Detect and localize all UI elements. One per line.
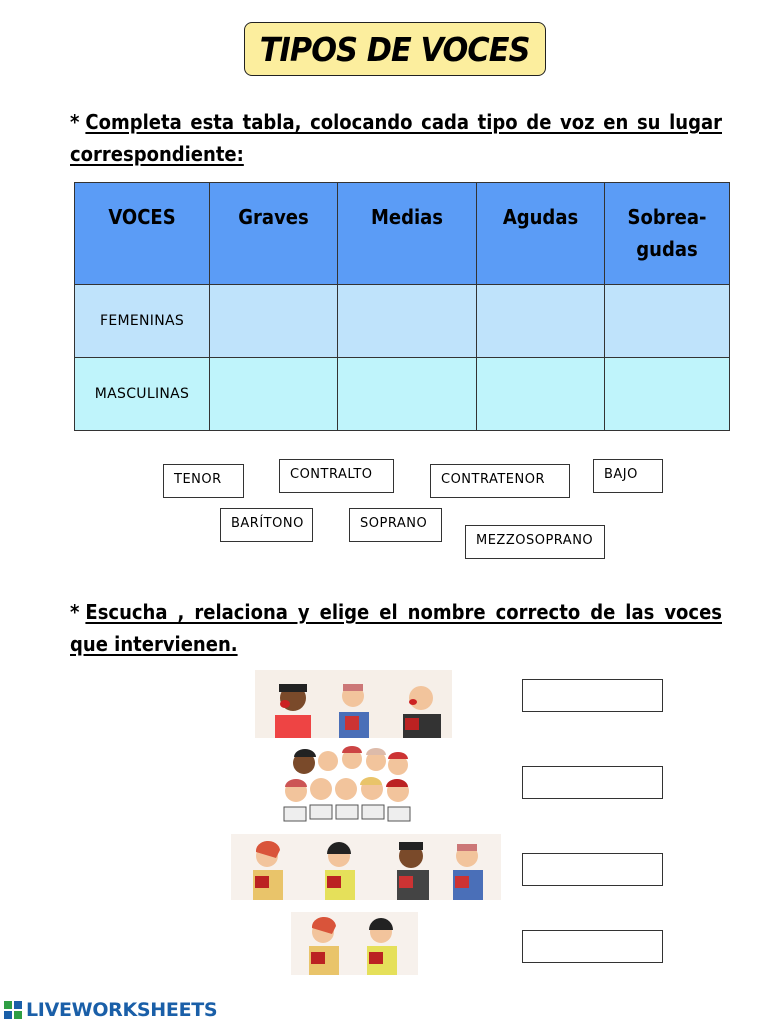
table-header-row <box>75 183 730 285</box>
instruction-text: Escucha , relaciona y elige el nombre correcto de las voces que intervienen. <box>70 600 722 656</box>
word-card-contralto[interactable]: CONTRALTO <box>279 459 394 493</box>
answer-box-4[interactable] <box>522 930 663 963</box>
word-card-tenor[interactable]: TENOR <box>163 464 244 498</box>
row-label-masculinas: MASCULINAS <box>75 358 210 431</box>
table-row-femeninas <box>75 285 730 358</box>
word-card-bajo[interactable]: BAJO <box>593 459 663 493</box>
singer-figure <box>325 842 355 900</box>
footer-brand <box>4 996 217 1024</box>
header-medias: Medias <box>338 183 477 285</box>
female-singers-image[interactable] <box>291 912 418 975</box>
word-card-baritono[interactable]: BARÍTONO <box>220 508 313 542</box>
singer-figure <box>253 841 283 900</box>
word-card-soprano[interactable]: SOPRANO <box>349 508 442 542</box>
liveworksheets-logo-icon <box>4 1001 22 1019</box>
header-sobreagudas-line1: Sobrea- <box>627 205 707 229</box>
voices-table <box>74 182 730 431</box>
answer-box-3[interactable] <box>522 853 663 886</box>
bullet-star: * <box>70 600 80 624</box>
drop-cell-mas-graves[interactable] <box>210 358 338 431</box>
instruction-complete-table <box>70 106 722 170</box>
drop-cell-fem-agudas[interactable] <box>477 285 605 358</box>
word-card-contratenor[interactable]: CONTRATENOR <box>430 464 570 498</box>
instruction-listen-match <box>70 596 722 660</box>
instruction-text: Completa esta tabla, colocando cada tipo de voz en su lugar correspondiente: <box>70 110 722 166</box>
header-agudas: Agudas <box>477 183 605 285</box>
drop-cell-mas-sobreagudas[interactable] <box>605 358 730 431</box>
brand-name: LIVEWORKSHEETS <box>26 999 218 1021</box>
title-box <box>244 22 546 76</box>
header-voces: VOCES <box>75 183 210 285</box>
drop-cell-fem-medias[interactable] <box>338 285 477 358</box>
drop-cell-mas-agudas[interactable] <box>477 358 605 431</box>
page-title: TIPOS DE VOCES <box>260 29 530 69</box>
word-card-mezzosoprano[interactable]: MEZZOSOPRANO <box>465 525 605 559</box>
male-singers-image[interactable] <box>255 670 452 738</box>
drop-cell-fem-sobreagudas[interactable] <box>605 285 730 358</box>
header-graves: Graves <box>210 183 338 285</box>
choir-image[interactable] <box>276 745 420 825</box>
answer-box-1[interactable] <box>522 679 663 712</box>
header-sobreagudas-line2: gudas <box>636 237 698 261</box>
songbook <box>284 805 410 821</box>
bullet-star: * <box>70 110 80 134</box>
drop-cell-fem-graves[interactable] <box>210 285 338 358</box>
drop-cell-mas-medias[interactable] <box>338 358 477 431</box>
header-sobreagudas <box>605 183 730 285</box>
mixed-singers-image[interactable] <box>231 834 501 900</box>
table-row-masculinas <box>75 358 730 431</box>
answer-box-2[interactable] <box>522 766 663 799</box>
row-label-femeninas: FEMENINAS <box>75 285 210 358</box>
